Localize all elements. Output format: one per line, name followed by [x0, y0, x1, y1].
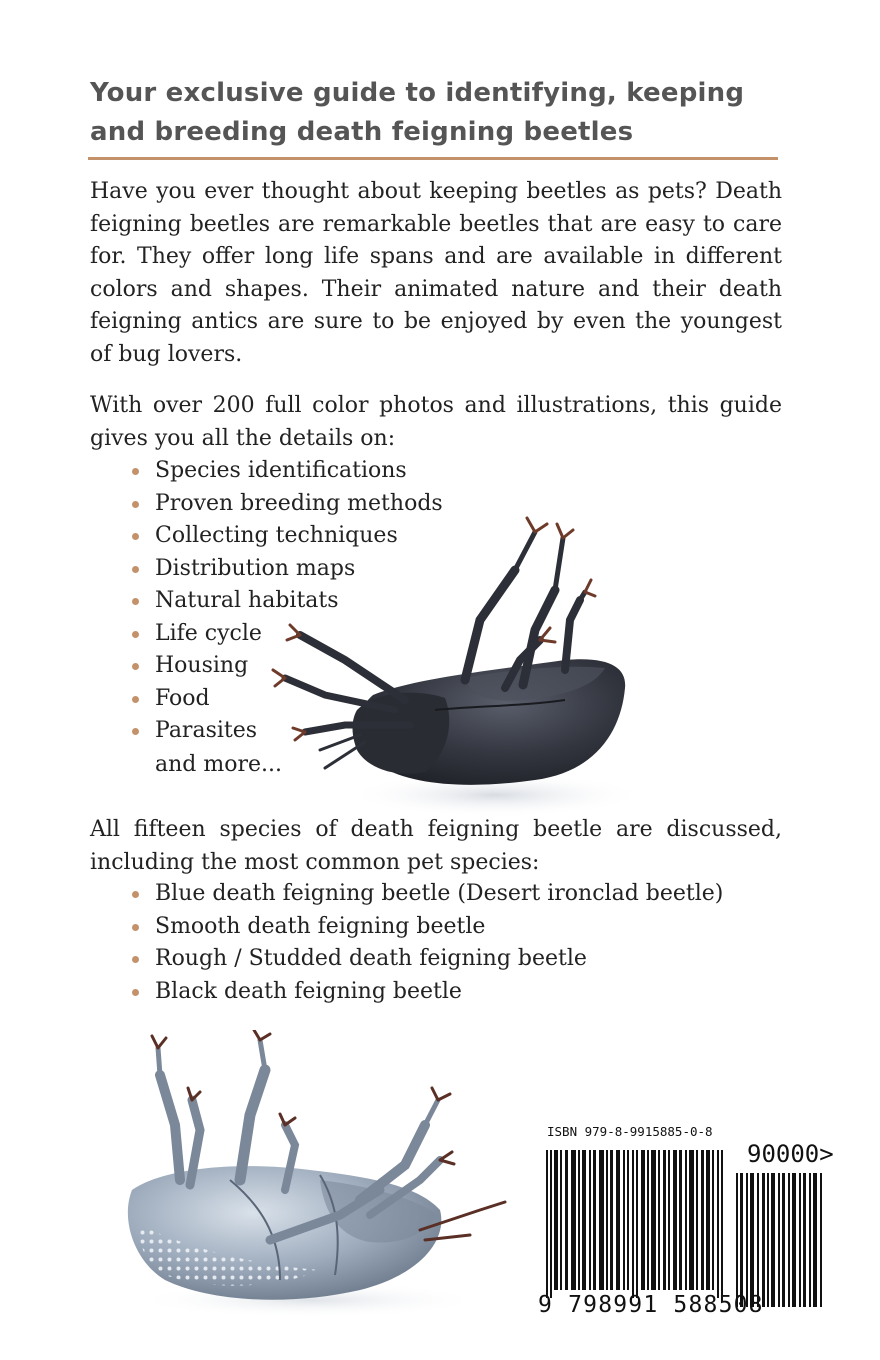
blue-beetle-photo: [120, 1030, 515, 1320]
details-more: and more...: [155, 752, 282, 777]
bullet-dot-icon: [132, 696, 139, 703]
list-item-label: Blue death feigning beetle (Desert ironclad beetle): [155, 881, 724, 906]
details-intro: With over 200 full color photos and illustrations, this guide gives you all the details on:: [90, 393, 782, 451]
bullet-dot-icon: [132, 631, 139, 638]
list-item: [132, 455, 443, 488]
barcode-bars: [546, 1150, 724, 1298]
headline: Your exclusive guide to identifying, keeping and breeding death feigning beetles: [90, 78, 745, 147]
bullet-dot-icon: [132, 924, 139, 931]
barcode-digits: 9 798991 588508: [538, 1292, 764, 1318]
price-addon-bars: [736, 1173, 826, 1307]
bullet-dot-icon: [132, 468, 139, 475]
price-code: 90000>: [747, 1140, 834, 1168]
list-item-label: Life cycle: [155, 620, 262, 646]
species-list: [132, 878, 723, 1008]
list-item: [132, 878, 723, 911]
bullet-dot-icon: [132, 598, 139, 605]
list-item-label: Proven breeding methods: [155, 490, 443, 516]
list-item: [132, 911, 723, 944]
bullet-dot-icon: [132, 501, 139, 508]
isbn-number: ISBN 979-8-9915885-0-8: [547, 1124, 713, 1139]
isbn-barcode: [538, 1118, 848, 1330]
headline-divider: [88, 157, 778, 160]
bullet-dot-icon: [132, 566, 139, 573]
bullet-dot-icon: [132, 728, 139, 735]
bullet-dot-icon: [132, 989, 139, 996]
bullet-dot-icon: [132, 533, 139, 540]
species-intro: All fifteen species of death feigning beetle are discussed, including the most common pet species:: [90, 817, 782, 875]
intro-paragraph: Have you ever thought about keeping beetles as pets? Death feigning beetles are remarkable beetles that are easy to care for. They offer long life spans and are available in different colors and shapes. Their animated nature and their death feigning antics are sure to be enjoyed by even the youngest of bug lovers.: [90, 179, 782, 367]
list-item-label: Parasites: [155, 718, 258, 743]
list-item-label: Black death feigning beetle: [155, 978, 462, 1004]
bullet-dot-icon: [132, 956, 139, 963]
list-item-label: Species identifications: [155, 458, 407, 483]
bullet-dot-icon: [132, 891, 139, 898]
list-item-label: Natural habitats: [155, 588, 339, 613]
list-item-label: Rough / Studded death feigning beetle: [155, 946, 587, 971]
list-item-label: Distribution maps: [155, 555, 356, 581]
bullet-dot-icon: [132, 663, 139, 670]
black-beetle-photo: [265, 510, 645, 830]
list-item-label: Food: [155, 685, 210, 711]
list-item-label: Collecting techniques: [155, 523, 398, 548]
list-item-label: Smooth death feigning beetle: [155, 913, 486, 939]
list-item: [132, 976, 723, 1009]
list-item-label: Housing: [155, 653, 249, 678]
list-item: [132, 943, 723, 976]
